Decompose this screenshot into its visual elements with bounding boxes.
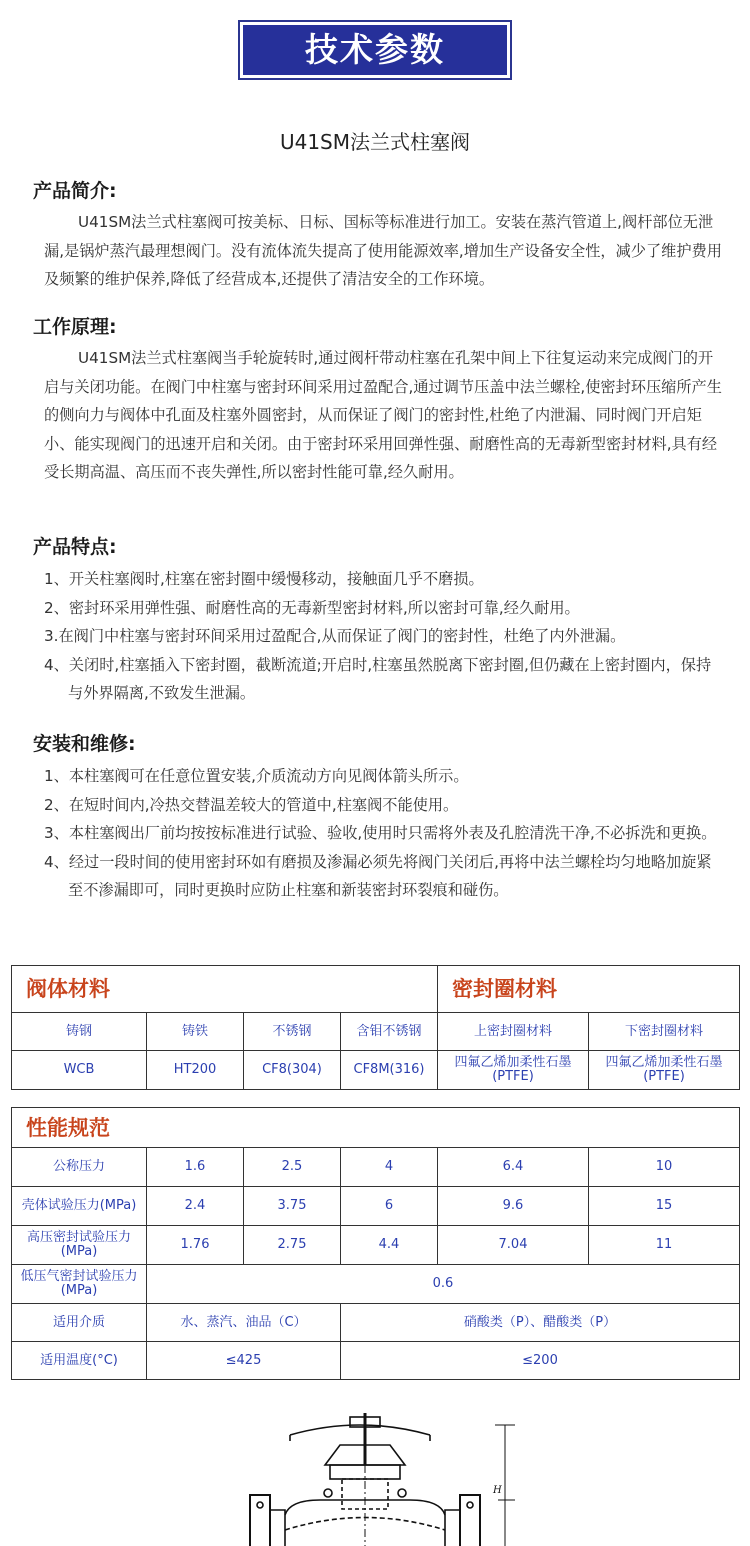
perf-value: 11: [589, 1226, 740, 1265]
perf-value: ≤200: [341, 1342, 740, 1380]
perf-label: 适用介质: [12, 1304, 147, 1342]
perf-value: 9.6: [438, 1187, 589, 1226]
list-item: 2、在短时间内,冷热交替温差较大的管道中,柱塞阀不能使用。: [44, 795, 459, 814]
material-header: 下密封圈材料: [589, 1013, 740, 1051]
perf-value: 6.4: [438, 1148, 589, 1187]
product-title: U41SM法兰式柱塞阀: [279, 130, 471, 154]
perf-value: 4.4: [341, 1226, 438, 1265]
material-header: 铸钢: [12, 1013, 147, 1051]
perf-label: 高压密封试验压力 (MPa): [12, 1226, 147, 1265]
material-value: HT200: [147, 1051, 244, 1090]
performance-table: [11, 1107, 740, 1380]
material-header: 不锈钢: [244, 1013, 341, 1051]
perf-value: 6: [341, 1187, 438, 1226]
list-item: 3、本柱塞阀出厂前均按按标准进行试验、验收,使用时只需将外表及孔腔清洗干净,不必拆洗和更换。: [44, 824, 717, 842]
perf-value: 15: [589, 1187, 740, 1226]
perf-value: 1.6: [147, 1148, 244, 1187]
perf-value: 1.76: [147, 1226, 244, 1265]
install-list: [44, 762, 724, 905]
intro-heading: 产品简介:: [33, 180, 117, 202]
section-banner: [238, 20, 512, 80]
material-value: CF8M(316): [341, 1051, 438, 1090]
list-item: 2、密封环采用弹性强、耐磨性高的无毒新型密封材料,所以密封可靠,经久耐用。: [44, 598, 580, 617]
material-value: WCB: [12, 1051, 147, 1090]
perf-value: 10: [589, 1148, 740, 1187]
list-item: 3.在阀门中柱塞与密封环间采用过盈配合,从而保证了阀门的密封性，杜绝了内外泄漏。: [44, 627, 626, 645]
banner-title: 技术参数: [243, 25, 507, 75]
body-material-title: 阀体材料: [12, 966, 438, 1013]
valve-diagram: [230, 1405, 530, 1546]
dimension-label: H: [493, 1485, 502, 1496]
perf-label: 公称压力: [12, 1148, 147, 1187]
perf-label: 适用温度(°C): [12, 1342, 147, 1380]
perf-value: 7.04: [438, 1226, 589, 1265]
list-item: 1、本柱塞阀可在任意位置安装,介质流动方向见阀体箭头所示。: [44, 767, 469, 785]
principle-text: U41SM法兰式柱塞阀当手轮旋转时,通过阀杆带动柱塞在孔架中间上下往复运动来完成阀门的开启与关闭功能。在阀门中柱塞与密封环间采用过盈配合,通过调节压盖中法兰螺栓,使密封环压缩所产生的侧向力与阀体中孔面及柱塞外圆密封，从而保证了阀门的密封性,杜绝了内泄漏、同时阀门开启矩小、能实现阀门的迅速开启和关闭。由于密封环采用回弹性强、耐磨性高的无毒新型密封材料,具有经受长期高温、高压而不丧失弹性,所以密封性能可靠,经久耐用。: [44, 349, 722, 481]
material-value: 四氟乙烯加柔性石墨 (PTFE): [438, 1051, 589, 1090]
perf-value: 2.4: [147, 1187, 244, 1226]
perf-value: 4: [341, 1148, 438, 1187]
features-list: [44, 565, 724, 708]
materials-table: [11, 965, 740, 1090]
material-header: 上密封圈材料: [438, 1013, 589, 1051]
material-header: 铸铁: [147, 1013, 244, 1051]
features-heading: 产品特点:: [33, 536, 117, 558]
perf-value: 3.75: [244, 1187, 341, 1226]
list-item: 4、关闭时,柱塞插入下密封圈，截断流道;开启时,柱塞虽然脱离下密封圈,但仍藏在上密封圈内，保持与外界隔离,不致发生泄漏。: [44, 655, 712, 702]
perf-value: 水、蒸汽、油品（C）: [147, 1304, 341, 1342]
intro-text: U41SM法兰式柱塞阀可按美标、日标、国标等标准进行加工。安装在蒸汽管道上,阀杆部位无泄漏,是锅炉蒸汽最理想阀门。没有流体流失提高了使用能源效率,增加生产设备安全性，减少了维护费用及频繁的维护保养,降低了经营成本,还提供了清洁安全的工作环境。: [44, 213, 722, 288]
perf-value: 2.5: [244, 1148, 341, 1187]
list-item: 4、经过一段时间的使用密封环如有磨损及渗漏必须先将阀门关闭后,再将中法兰螺栓均匀地略加旋紧至不渗漏即可，同时更换时应防止柱塞和新装密封环裂痕和碰伤。: [44, 852, 712, 899]
material-value: 四氟乙烯加柔性石墨 (PTFE): [589, 1051, 740, 1090]
material-header: 含钼不锈钢: [341, 1013, 438, 1051]
perf-value: 0.6: [147, 1265, 740, 1304]
material-value: CF8(304): [244, 1051, 341, 1090]
perf-value: 硝酸类（P）、醋酸类（P）: [341, 1304, 740, 1342]
seal-material-title: 密封圈材料: [438, 966, 740, 1013]
performance-title: 性能规范: [12, 1108, 740, 1148]
perf-value: ≤425: [147, 1342, 341, 1380]
list-item: 1、开关柱塞阀时,柱塞在密封圈中缓慢移动，接触面几乎不磨损。: [44, 570, 484, 588]
install-heading: 安装和维修:: [33, 733, 136, 755]
perf-value: 2.75: [244, 1226, 341, 1265]
principle-heading: 工作原理:: [33, 316, 117, 338]
perf-label: 壳体试验压力(MPa): [12, 1187, 147, 1226]
perf-label: 低压气密封试验压力 (MPa): [12, 1265, 147, 1304]
